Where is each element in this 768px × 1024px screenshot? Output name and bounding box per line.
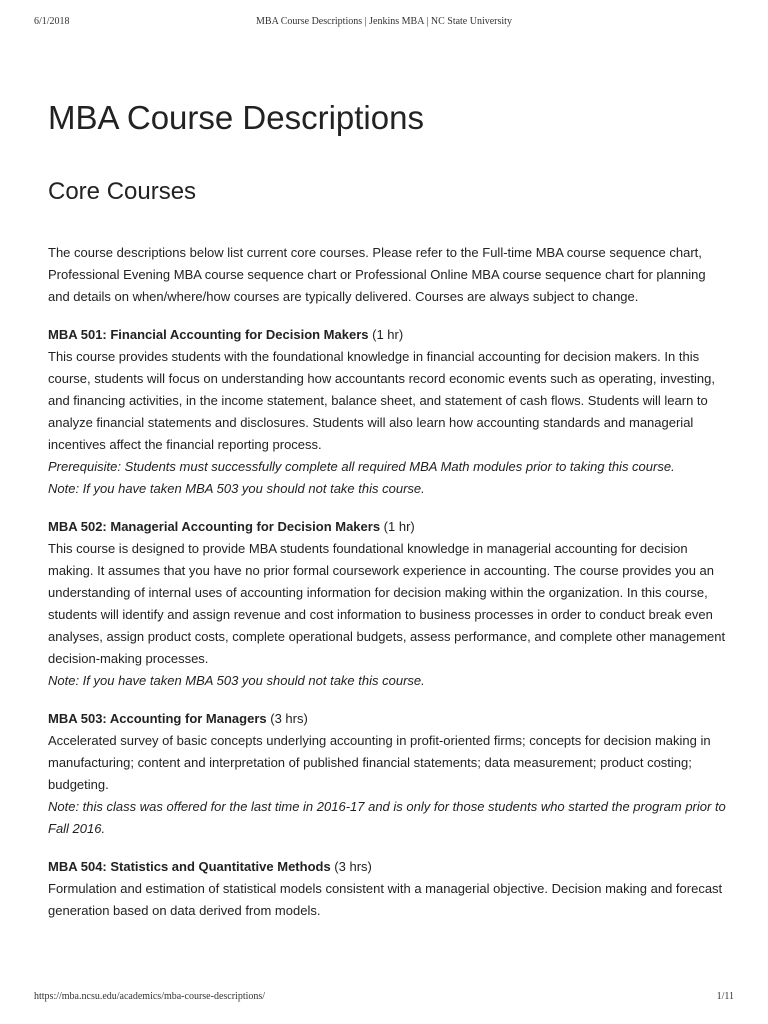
course-title: MBA 504: Statistics and Quantitative Methods — [48, 859, 331, 874]
page-title: MBA Course Descriptions — [48, 99, 424, 136]
course-description: This course provides students with the foundational knowledge in financial accounting for decision makers. In this course, students will focus on understanding how accountants record economic events such as operating, investing, and financing activities, in the income statement, balance sheet, and statement of cash flows. Students will learn to analyze financial statements and disclosures. Students will also learn how accounting standards and managerial incentives affect the financial reporting process. — [48, 349, 715, 452]
course-note: Note: If you have taken MBA 503 you should not take this course. — [48, 673, 425, 688]
course-description: Accelerated survey of basic concepts underlying accounting in profit-oriented firms; concepts for decision making in manufacturing; content and interpretation of published financial statements; data measurement; product costing; budgeting. — [48, 733, 711, 792]
course-hours: (3 hrs) — [330, 859, 372, 874]
page-number: 1/11 — [716, 991, 734, 1002]
course-heading — [48, 856, 728, 878]
course-mba-501 — [48, 324, 728, 500]
print-url: https://mba.ncsu.edu/academics/mba-course-descriptions/ — [34, 991, 266, 1002]
course-description: Formulation and estimation of statistical models consistent with a managerial objective. Decision making and forecast generation based on data derived from models. — [48, 881, 723, 918]
course-hours: (3 hrs) — [266, 711, 308, 726]
course-note: Note: this class was offered for the last time in 2016-17 and is only for those students who started the program prior to Fall 2016. — [48, 799, 726, 836]
course-heading — [48, 516, 728, 538]
section-title: Core Courses — [48, 178, 197, 205]
intro-paragraph: The course descriptions below list current core courses. Please refer to the Full-time MBA course sequence chart, Professional Evening MBA course sequence chart or Professional Online MBA course sequence chart for planning and details on when/where/how courses are typically delivered. Courses are always subject to change. — [48, 245, 706, 304]
course-mba-504 — [48, 856, 728, 922]
course-heading — [48, 708, 728, 730]
print-document-title: MBA Course Descriptions | Jenkins MBA | NC State University — [256, 16, 512, 27]
course-description: This course is designed to provide MBA students foundational knowledge in managerial accounting for decision making. It assumes that you have no prior formal coursework experience in accounting. The course provides you an understanding of internal uses of accounting information for decision making within the organization. In this course, students will identify and assign revenue and cost information to business processes in order to conduct break even analyses, assign product costs, complete operational budgets, assess performance, and complete other management decision-making processes. — [48, 541, 726, 666]
course-title: MBA 501: Financial Accounting for Decision Makers — [48, 327, 369, 342]
print-footer — [34, 991, 734, 1007]
course-hours: (1 hr) — [380, 519, 415, 534]
course-title: MBA 502: Managerial Accounting for Decision Makers — [48, 519, 381, 534]
course-mba-503 — [48, 708, 728, 840]
print-date: 6/1/2018 — [34, 16, 70, 27]
course-prerequisite: Prerequisite: Students must successfully complete all required MBA Math modules prior to taking this course. — [48, 459, 675, 474]
main-content — [48, 96, 728, 922]
course-mba-502 — [48, 516, 728, 692]
course-title: MBA 503: Accounting for Managers — [48, 711, 267, 726]
course-note: Note: If you have taken MBA 503 you should not take this course. — [48, 481, 425, 496]
course-hours: (1 hr) — [368, 327, 404, 342]
print-header — [34, 16, 734, 32]
course-heading — [48, 324, 728, 346]
